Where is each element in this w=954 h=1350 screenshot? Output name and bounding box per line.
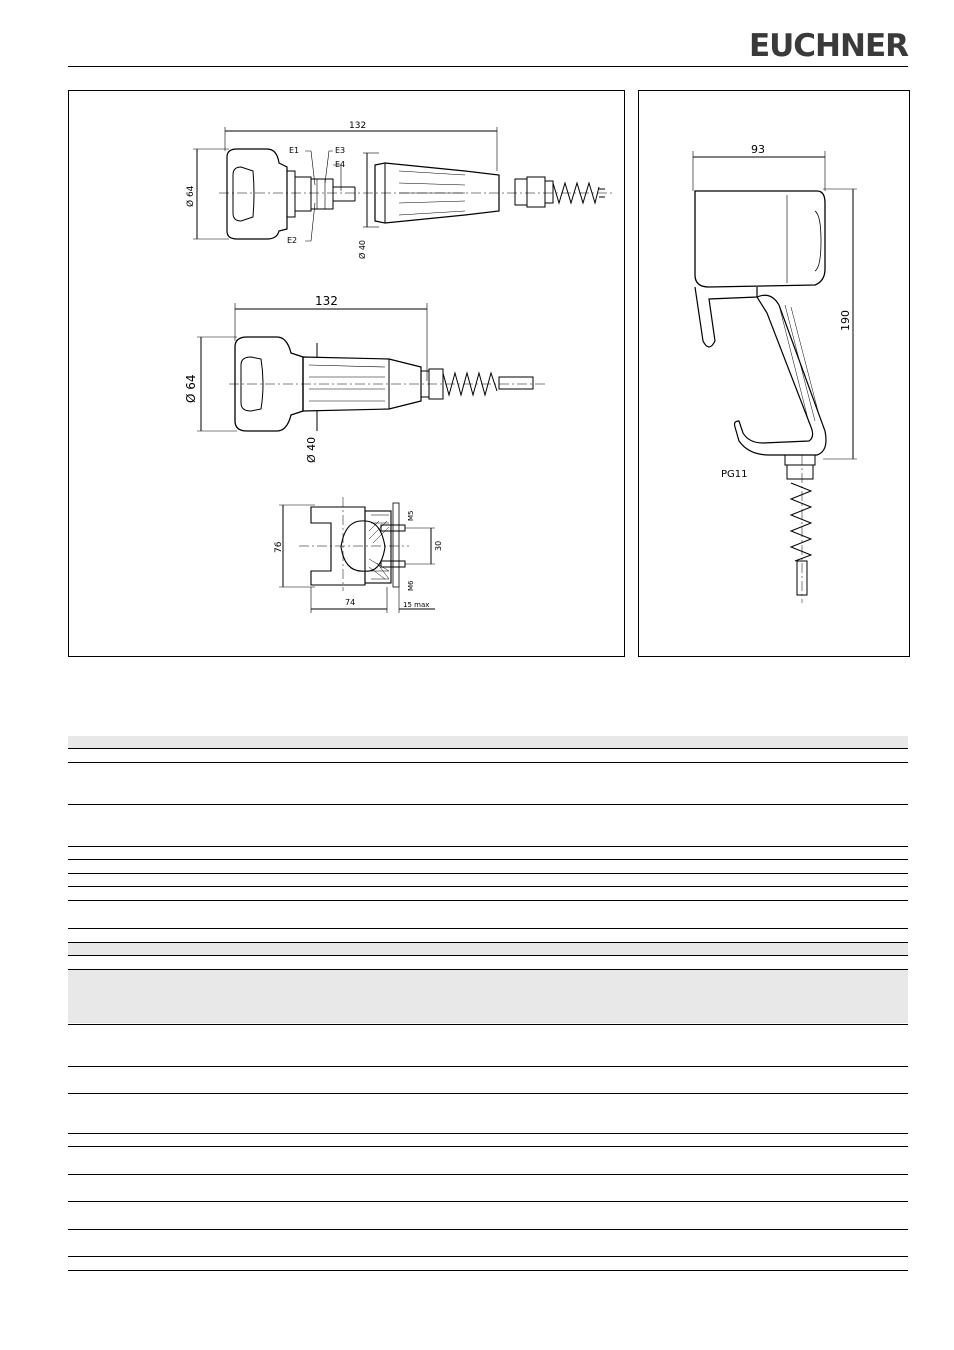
table-rule xyxy=(68,1093,908,1094)
middle-dia40-dim: Ø 40 xyxy=(305,436,318,463)
table-rule xyxy=(68,1174,908,1175)
contact-e1-label: E1 xyxy=(289,146,300,155)
table-rule xyxy=(68,942,908,943)
side-width-dim: 93 xyxy=(751,143,765,156)
middle-length-dim: 132 xyxy=(315,294,338,308)
table-rule xyxy=(68,762,908,763)
technical-drawing-right xyxy=(639,91,909,656)
table-rule xyxy=(68,1066,908,1067)
contact-e4-label: E4 xyxy=(335,160,346,169)
gland-label: PG11 xyxy=(721,469,748,480)
table-rule xyxy=(68,928,908,929)
table-section-band xyxy=(68,942,908,955)
contact-e3-label: E3 xyxy=(335,146,346,155)
side-height-dim: 190 xyxy=(839,310,852,331)
table-rule xyxy=(68,1270,908,1271)
table-rule xyxy=(68,859,908,860)
table-rule xyxy=(68,1229,908,1230)
top-dia64-dim: Ø 64 xyxy=(186,185,196,207)
table-rule xyxy=(68,1133,908,1134)
drawing-panel-left xyxy=(68,90,625,657)
holder-wall-dim: 15 max xyxy=(403,601,430,609)
table-rule xyxy=(68,955,908,956)
table-rule xyxy=(68,748,908,749)
table-shaded-row xyxy=(68,970,908,1023)
table-rule xyxy=(68,1256,908,1257)
contact-e2-label: E2 xyxy=(287,236,298,245)
holder-drawing xyxy=(274,497,443,613)
drawing-panel-right xyxy=(638,90,910,657)
middle-dia64-dim: Ø 64 xyxy=(184,374,198,403)
side-view-drawing xyxy=(693,143,857,603)
table-rule xyxy=(68,1024,908,1025)
table-rule xyxy=(68,846,908,847)
screw-m5-label: M5 xyxy=(407,510,415,521)
brand-logo: EUCHNER xyxy=(748,28,908,64)
table-rule xyxy=(68,1146,908,1147)
table-rule xyxy=(68,873,908,874)
exploded-view-drawing xyxy=(185,121,614,259)
holder-width-dim: 74 xyxy=(345,598,356,607)
table-rule xyxy=(68,969,908,970)
holder-height-dim: 76 xyxy=(274,541,284,553)
table-rule xyxy=(68,900,908,901)
table-rule xyxy=(68,804,908,805)
assembled-view-drawing xyxy=(184,294,547,463)
table-rule xyxy=(68,886,908,887)
holder-slot-dim: 30 xyxy=(434,540,443,551)
top-length-dim: 132 xyxy=(349,121,367,131)
top-dia40-dim: Ø 40 xyxy=(358,239,367,259)
table-rule xyxy=(68,1201,908,1202)
screw-m6-label: M6 xyxy=(407,580,415,591)
table-header-band xyxy=(68,736,908,748)
technical-drawing-left xyxy=(69,91,624,656)
header-rule xyxy=(68,66,908,67)
